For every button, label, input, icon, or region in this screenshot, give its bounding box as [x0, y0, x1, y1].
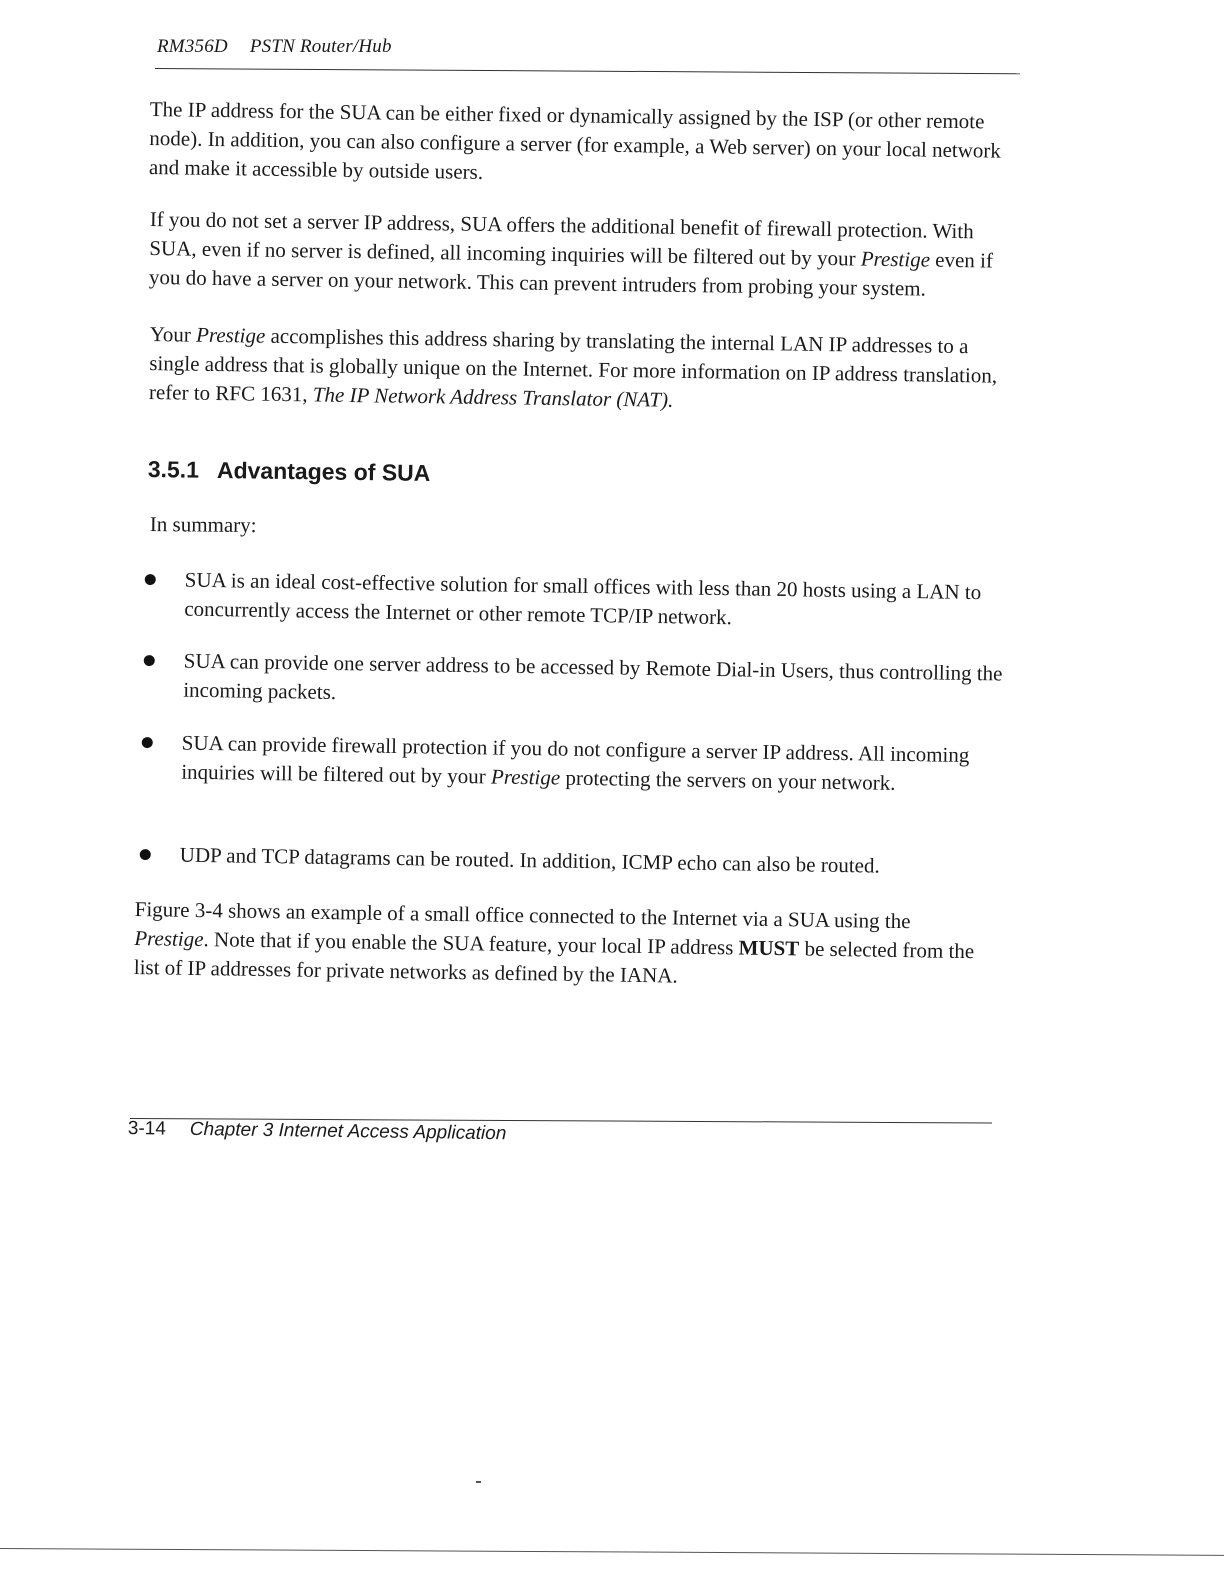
scan-edge-line — [0, 1548, 1224, 1556]
paragraph-text: accomplishes this address sharing by translating the internal LAN IP addresses to a single address that is globally unique on the Internet. For more information on IP address translation, refer to RFC 1631, — [148, 323, 998, 407]
paragraph-sua-ip-address — [149, 95, 1020, 195]
chapter-title: Chapter 3 Internet Access Application — [189, 1118, 507, 1145]
must-emphasis: MUST — [738, 935, 800, 961]
intro-text: In summary: — [149, 511, 257, 538]
list-item-text — [181, 729, 1002, 800]
list-item — [140, 840, 1000, 883]
bullet-icon — [145, 574, 156, 585]
scan-speck — [476, 1481, 481, 1483]
product-name-emphasis: Prestige — [490, 764, 561, 790]
list-item — [143, 646, 1004, 718]
paragraph-text: . Note that if you enable the SUA feature, your local IP address — [203, 927, 739, 960]
paragraph-address-sharing — [149, 320, 1020, 420]
header-model: RM356D — [157, 36, 228, 57]
section-intro — [150, 510, 1020, 548]
rfc-title-emphasis: The IP Network Address Translator (NAT). — [312, 382, 674, 412]
page-footer — [128, 1118, 507, 1145]
header-rule — [155, 68, 1020, 74]
page-number: 3-14 — [127, 1118, 167, 1140]
paragraph-text: even if you do have a server on your network. This can prevent intruders from probing your system. — [148, 247, 994, 301]
header-product: PSTN Router/Hub — [249, 36, 392, 57]
bullet-icon — [140, 849, 151, 860]
section-number: 3.5.1 — [147, 456, 200, 483]
bullet-icon — [142, 737, 153, 748]
list-item — [141, 728, 1002, 800]
list-item-text-part: SUA can provide firewall protection if you do not configure a server IP address. All incoming inquiries will be filtered out by your — [181, 730, 970, 789]
paragraph-text: be selected from the list of IP addresses for private networks as defined by the IANA. — [133, 936, 975, 988]
paragraph-text: Your — [149, 321, 197, 347]
paragraph-firewall-benefit — [149, 205, 1020, 305]
paragraph-figure-reference — [134, 895, 985, 995]
paragraph-text: The IP address for the SUA can be either fixed or dynamically assigned by the ISP (or other remote node). In addition, you can also configure a server (for example, a Web server) on your local network and make it accessible by outside users. — [148, 96, 1002, 184]
section-title: Advantages of SUA — [216, 456, 431, 486]
bullet-icon — [144, 655, 155, 666]
running-header — [157, 36, 392, 58]
section-heading — [148, 456, 431, 487]
list-item-text: SUA can provide one server address to be accessed by Remote Dial-in Users, thus controlling the incoming packets. — [183, 648, 1003, 705]
list-item — [144, 565, 1005, 637]
paragraph-text: Figure 3-4 shows an example of a small office connected to the Internet via a SUA using the — [134, 896, 911, 934]
list-item-text-part: protecting the servers on your network. — [560, 765, 896, 795]
list-item-text: UDP and TCP datagrams can be routed. In addition, ICMP echo can also be routed. — [179, 842, 880, 878]
product-name-emphasis: Prestige — [134, 925, 204, 952]
product-name-emphasis: Prestige — [195, 322, 266, 348]
list-item-text: SUA is an ideal cost-effective solution for small offices with less than 20 hosts using a LAN to concurrently access the Internet or other remote TCP/IP network. — [184, 567, 982, 630]
paragraph-text: If you do not set a server IP address, SUA offers the additional benefit of firewall protection. With SUA, even if no server is defined, all incoming inquiries will be filtered out by your — [149, 206, 974, 271]
product-name-emphasis: Prestige — [860, 246, 931, 272]
